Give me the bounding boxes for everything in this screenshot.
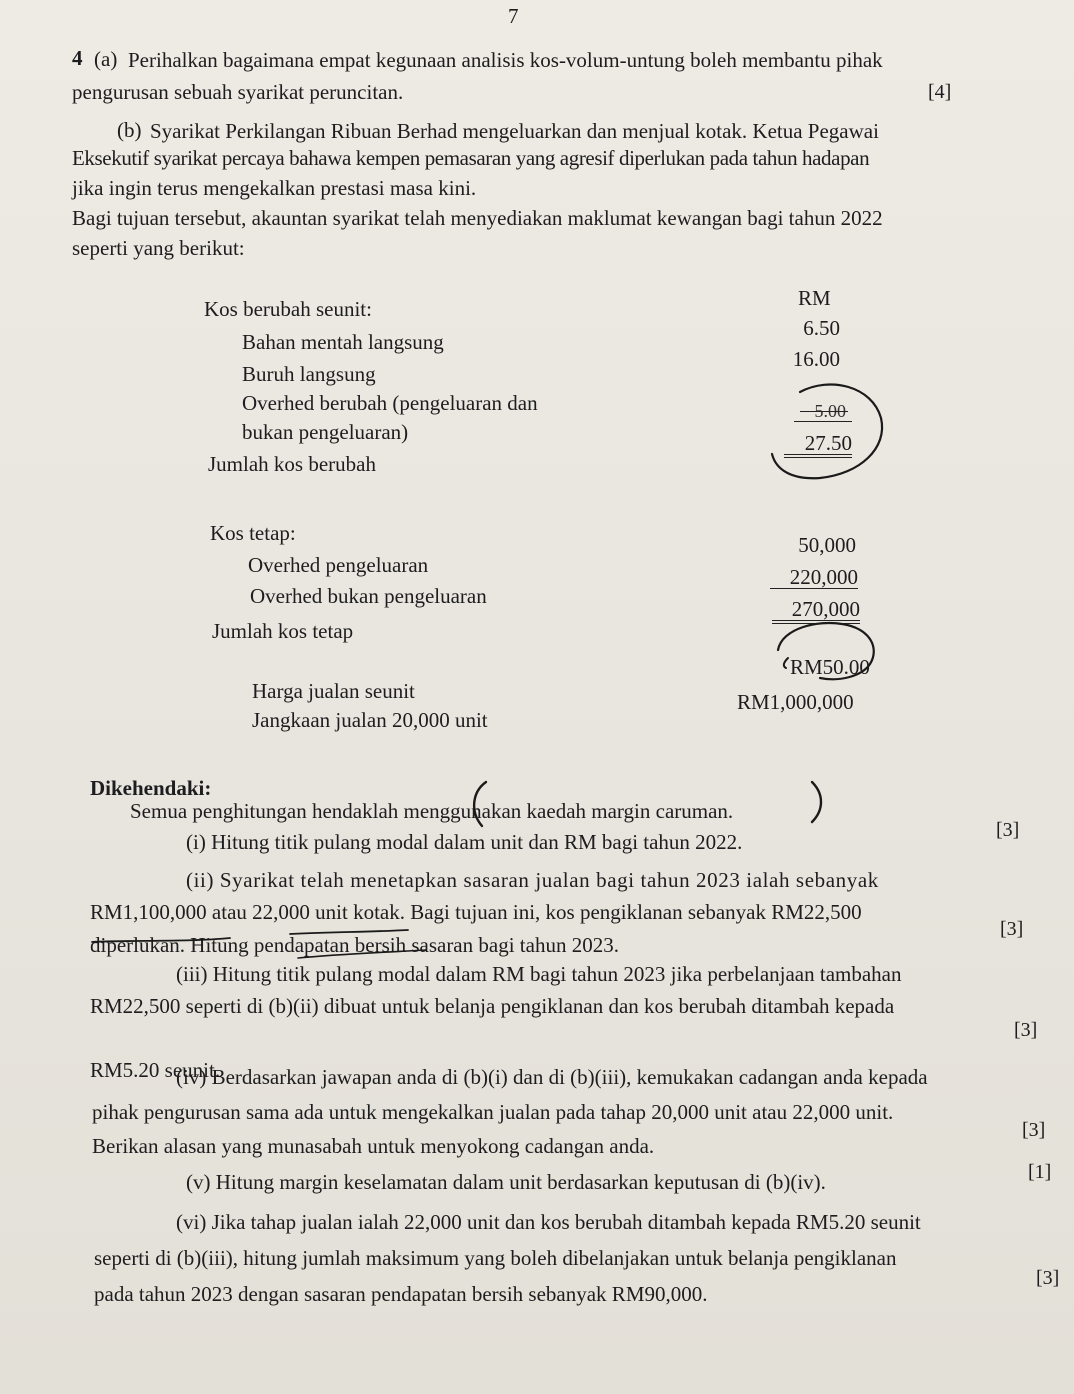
part-a-line1: Perihalkan bagaimana empat kegunaan analisis kos-volum-untung boleh membantu pihak — [128, 48, 883, 72]
direct-labour-value: 16.00 — [792, 347, 840, 371]
item-ii-marks: [3] — [1000, 918, 1024, 940]
selling-price-value: RM50.00 — [790, 655, 870, 679]
variable-cost-heading: Kos berubah seunit: — [204, 297, 372, 321]
item-i-line1: (i) Hitung titik pulang modal dalam unit dan RM bagi tahun 2022. — [186, 830, 743, 854]
part-a-line2: pengurusan sebuah syarikat peruncitan. — [72, 80, 404, 104]
item-iii-line2: RM22,500 seperti di (b)(ii) dibuat untuk belanja pengiklanan dan kos berubah ditambah kepada — [90, 994, 895, 1018]
item-iii-marks: [3] — [1014, 1019, 1038, 1041]
item-vi-line3: pada tahun 2023 dengan sasaran pendapatan bersih sebanyak RM90,000. — [94, 1282, 708, 1306]
direct-material-value: 6.50 — [803, 316, 840, 340]
total-fixed-label: Jumlah kos tetap — [212, 619, 354, 643]
part-b-para2-line2: seperti yang berikut: — [72, 236, 245, 260]
handwritten-underlines — [90, 922, 430, 964]
currency-header: RM — [798, 286, 831, 310]
total-fixed-value: 270,000 — [772, 598, 860, 624]
part-a-marks: [4] — [928, 81, 952, 103]
expected-sales-value: RM1,000,000 — [737, 690, 854, 714]
variable-overhead-label-line2: bukan pengeluaran) — [242, 420, 409, 444]
part-b-intro-line1: Syarikat Perkilangan Ribuan Berhad mengeluarkan dan menjual kotak. Ketua Pegawai — [150, 119, 879, 143]
item-iv-line2: pihak pengurusan sama ada untuk mengekalkan jualan pada tahap 20,000 unit atau 22,000 unit. — [92, 1100, 894, 1124]
item-iv-line1: (iv) Berdasarkan jawapan anda di (b)(i) dan di (b)(iii), kemukakan cadangan anda kepada — [176, 1065, 928, 1089]
direct-labour-label: Buruh langsung — [242, 362, 376, 386]
direct-material-label: Bahan mentah langsung — [242, 330, 444, 354]
required-heading: Dikehendaki: — [90, 776, 212, 800]
item-v-line1: (v) Hitung margin keselamatan dalam unit berdasarkan keputusan di (b)(iv). — [186, 1170, 826, 1194]
item-iii-line3: RM5.20 seunit. — [90, 1058, 221, 1082]
part-b-intro-line2: Eksekutif syarikat percaya bahawa kempen pemasaran yang agresif diperlukan pada tahun hadapan — [72, 146, 870, 170]
question-number: 4 — [72, 46, 83, 70]
required-instruction: Semua penghitungan hendaklah menggunakan kaedah margin caruman. — [130, 799, 734, 823]
part-b-para2-line1: Bagi tujuan tersebut, akauntan syarikat telah menyediakan maklumat kewangan bagi tahun 2022 — [72, 206, 883, 230]
variable-overhead-label-line1: Overhed berubah (pengeluaran dan — [242, 391, 538, 415]
non-production-overhead-value: 220,000 — [770, 566, 858, 589]
item-vi-marks: [3] — [1036, 1267, 1060, 1289]
item-iii-line1: (iii) Hitung titik pulang modal dalam RM bagi tahun 2023 jika perbelanjaan tambahan — [176, 962, 902, 986]
item-vi-line1: (vi) Jika tahap jualan ialah 22,000 unit dan kos berubah ditambah kepada RM5.20 seunit — [176, 1210, 921, 1234]
production-overhead-label: Overhed pengeluaran — [248, 553, 429, 577]
item-vi-line2: seperti di (b)(iii), hitung jumlah maksimum yang boleh dibelanjakan untuk belanja pengiklanan — [94, 1246, 897, 1270]
part-a-label: (a) — [94, 47, 118, 71]
total-variable-value: 27.50 — [784, 432, 852, 458]
item-v-marks: [1] — [1028, 1161, 1052, 1183]
page-number: 7 — [508, 4, 519, 28]
item-iv-line3: Berikan alasan yang munasabah untuk menyokong cadangan anda. — [92, 1134, 655, 1158]
item-ii-line3: diperlukan. Hitung pendapatan bersih sasaran bagi tahun 2023. — [90, 933, 619, 957]
part-b-intro-line3: jika ingin terus mengekalkan prestasi masa kini. — [72, 176, 477, 200]
selling-price-label: Harga jualan seunit — [252, 679, 415, 703]
fixed-cost-heading: Kos tetap: — [210, 521, 296, 545]
handwritten-brackets — [456, 776, 836, 832]
part-b-label: (b) — [117, 118, 142, 142]
total-variable-label: Jumlah kos berubah — [208, 452, 376, 476]
item-iv-marks: [3] — [1022, 1119, 1046, 1141]
item-ii-line2: RM1,100,000 atau 22,000 unit kotak. Bagi tujuan ini, kos pengiklanan sebanyak RM22,500 — [90, 900, 862, 924]
variable-overhead-value: 5.00 — [814, 401, 846, 421]
non-production-overhead-label: Overhed bukan pengeluaran — [250, 584, 487, 608]
item-ii-line1: (ii) Syarikat telah menetapkan sasaran jualan bagi tahun 2023 ialah sebanyak — [186, 868, 879, 892]
expected-sales-label: Jangkaan jualan 20,000 unit — [252, 708, 488, 732]
handwritten-circle-variable — [760, 378, 890, 490]
item-i-marks: [3] — [996, 819, 1020, 841]
production-overhead-value: 50,000 — [798, 533, 856, 557]
